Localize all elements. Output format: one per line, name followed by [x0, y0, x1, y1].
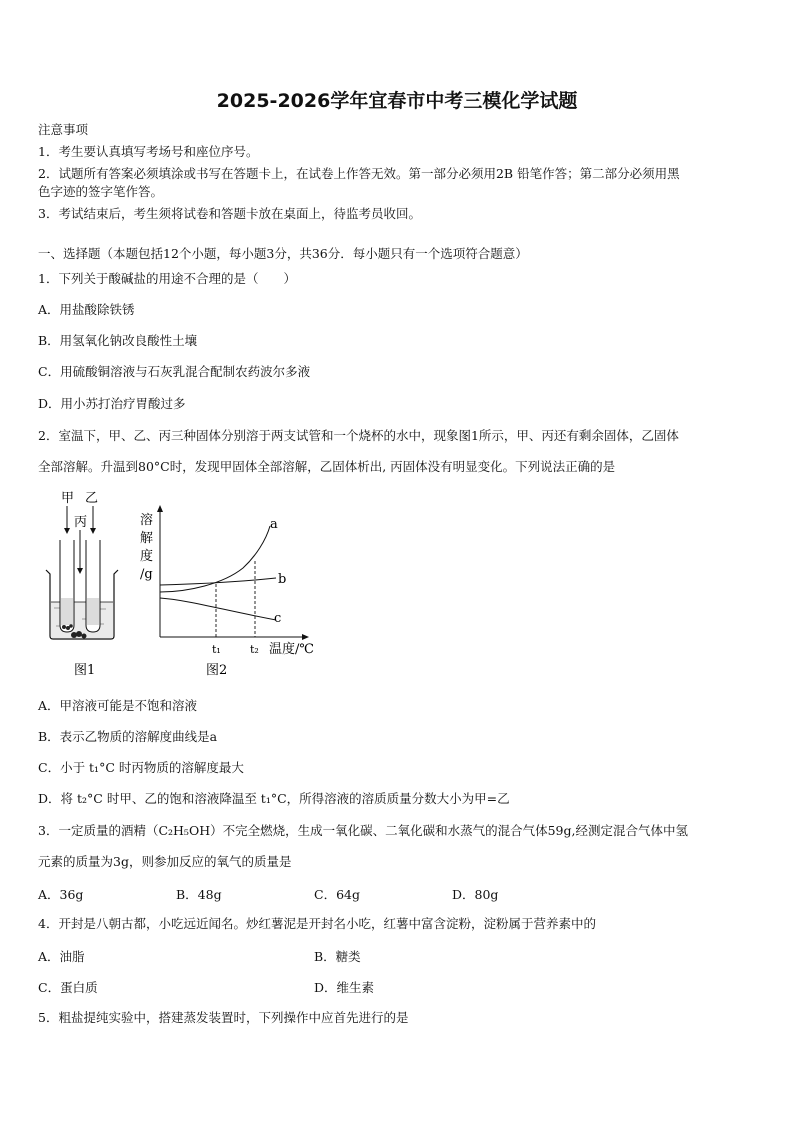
exam-title: 2025-2026学年宜春市中考三模化学试题	[216, 90, 578, 112]
note-item-1: 1．考生要认真填写考场号和座位序号。	[38, 144, 259, 159]
note-item-2-cont: 色字迹的签字笔作答。	[38, 184, 164, 199]
figure2-solubility-graph	[140, 505, 314, 678]
q3-stem-line2: 元素的质量为3g，则参加反应的氧气的质量是	[38, 854, 292, 869]
label-yi: 乙	[85, 491, 99, 506]
note-item-3: 3．考试结束后，考生须将试卷和答题卡放在桌面上，待监考员收回。	[38, 206, 421, 221]
q2-figure-svg	[38, 488, 338, 678]
section-heading: 一、选择题（本题包括12个小题，每小题3分，共36分．每小题只有一个选项符合题意）	[38, 246, 528, 261]
q4-option-d: D．维生素	[314, 980, 375, 995]
q4-option-b: B．糖类	[314, 949, 361, 964]
q4-option-a: A．油脂	[38, 949, 85, 964]
q2-figure	[38, 488, 338, 678]
q3-option-a: A．36g	[38, 887, 84, 902]
curve-c	[160, 598, 276, 620]
curve-a	[160, 526, 270, 592]
q1-stem: 1．下列关于酸碱盐的用途不合理的是（ ）	[38, 271, 296, 286]
q2-option-b: B．表示乙物质的溶解度曲线是a	[38, 729, 218, 744]
label-bing: 丙	[74, 515, 88, 530]
q2-option-a: A．甲溶液可能是不饱和溶液	[38, 698, 198, 713]
ylabel-1: 溶	[140, 513, 154, 528]
q2-stem-line2: 全部溶解。升温到80°C时，发现甲固体全部溶解，乙固体析出, 丙固体没有明显变化。下列说法正确的是	[38, 459, 616, 474]
xlabel: 温度/℃	[269, 642, 314, 657]
q4-option-c: C．蛋白质	[38, 980, 98, 995]
q5-stem: 5．粗盐提纯实验中，搭建蒸发装置时，下列操作中应首先进行的是	[38, 1010, 409, 1025]
q3-option-d: D．80g	[452, 887, 499, 902]
tick-t1: t₁	[212, 643, 221, 656]
notes-heading: 注意事项	[38, 122, 89, 137]
figure1-apparatus	[46, 491, 118, 678]
fig1-label: 图1	[74, 663, 96, 678]
curve-b-label: b	[278, 572, 287, 587]
q2-stem-line1: 2．室温下，甲、乙、丙三种固体分别溶于两支试管和一个烧杯的水中，现象图1所示，甲、丙还有剩余固体，乙固体	[38, 428, 679, 443]
q1-option-a: A．用盐酸除铁锈	[38, 302, 135, 317]
ylabel-4: /g	[140, 567, 153, 582]
tick-t2: t₂	[250, 643, 259, 656]
q1-option-d: D．用小苏打治疗胃酸过多	[38, 396, 186, 411]
curve-a-label: a	[270, 517, 278, 532]
q3-option-b: B．48g	[176, 887, 222, 902]
curve-c-label: c	[274, 611, 282, 626]
q1-option-c: C．用硫酸铜溶液与石灰乳混合配制农药波尔多液	[38, 364, 311, 379]
q2-option-c: C．小于 t₁°C 时丙物质的溶解度最大	[38, 760, 244, 775]
ylabel-2: 解	[140, 531, 154, 546]
fig2-label: 图2	[206, 663, 228, 678]
label-jia: 甲	[61, 491, 75, 506]
q3-option-c: C．64g	[314, 887, 360, 902]
q3-stem-line1: 3．一定质量的酒精（C₂H₅OH）不完全燃烧，生成一氧化碳、二氧化碳和水蒸气的混合气体59g,经测定混合气体中氢	[38, 823, 688, 838]
ylabel-3: 度	[140, 549, 154, 564]
q2-option-d: D．将 t₂°C 时甲、乙的饱和溶液降温至 t₁°C，所得溶液的溶质质量分数大小为甲=乙	[38, 791, 510, 806]
note-item-2: 2．试题所有答案必须填涂或书写在答题卡上，在试卷上作答无效。第一部分必须用2B 铅笔作答；第二部分必须用黑	[38, 166, 680, 181]
q4-stem: 4．开封是八朝古都，小吃远近闻名。炒红薯泥是开封名小吃，红薯中富含淀粉，淀粉属于营养素中的	[38, 916, 596, 931]
q1-option-b: B．用氢氧化钠改良酸性土壤	[38, 333, 198, 348]
